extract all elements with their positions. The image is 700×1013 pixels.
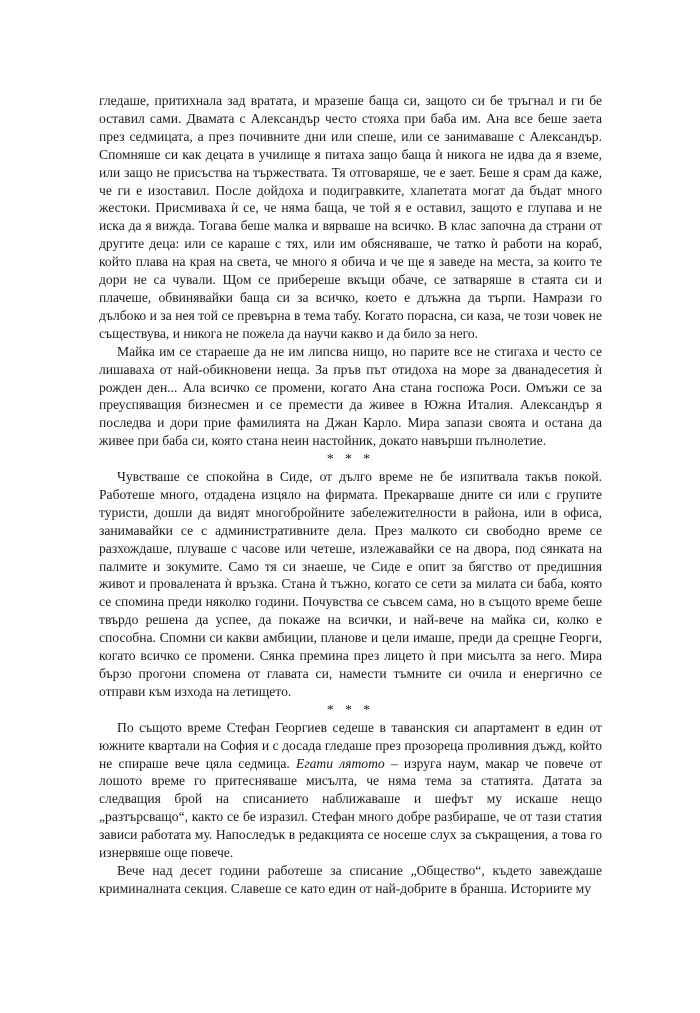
- section-separator: * * *: [326, 701, 375, 717]
- paragraph-text-after: – изруга наум, макар че повече от лошото време го притесняваше мисълта, че няма тема за статията. Датата за следващия брой на списанието наближаваше и шефът му искаше нещо „разтърсващо“, както се бе изразил. Стефан много добре разбираше, че от тази статия зависи работата му. Напоследък в редакцията се носеше слух за съкращения, а това го изнервяше още повече.: [99, 755, 603, 861]
- paragraph: [99, 719, 602, 862]
- document-page: [99, 92, 602, 898]
- paragraph-text-before: По същото време Стефан Георгиев седеше в таванския си апартамент в един от южните квартали на София и с досада гледаше през прозореца проливния дъжд, който не спираше вече цяла седмица.: [99, 719, 602, 771]
- paragraph: гледаше, притихнала зад вратата, и мразеше баща си, защото си бе тръгнал и ги бе оставил сами. Двамата с Александър често стояха при баба им. Ана все беше заета през седмицата, а през почивните дни или спеше, или се занимаваше с Александър. Спомняше си как децата в училище я питаха защо баща ѝ никога не идва да я вземе, или защо не присъства на тържествата. Тя отговаряше, че е зает. Беше я срам да каже, че ги е изоставил. После дойдоха и подигравките, хлапетата могат да бъдат много жестоки. Присмиваха ѝ се, че няма баща, че той я е оставил, защото е глупава и не иска да я вижда. Тогава беше малка и вярваше на всичко. В клас започна да страни от другите деца: или се караше с тях, или им обясняваше, че татко ѝ работи на кораб, който плава на края на света, че много я обича и че ще я заведе на места, за които те дори не са чували. Щом се прибереше вкъщи обаче, се затваряше в стаята си и плачеше, обвинявайки баща си за всичко, което е длъжна да търпи. Намрази го дълбоко и за нея той се превърна в тема табу. Когато порасна, си каза, че този човек не съществува, и никога не пожела да научи какво и да било за него.: [99, 93, 602, 341]
- paragraph: Майка им се стараеше да не им липсва нищо, но парите все не стигаха и често се лишаваха от най-обикновени неща. За пръв път отидоха на море за дванадесетия ѝ рожден ден... Ала всичко се промени, когато Ана стана госпожа Роси. Омъжи се за преуспяващия бизнесмен и се премести да живее в Южна Италия. Александър я последва и дори приe фамилията на Джан Карло. Мира запази своята и остана да живее при баба си, която стана неин настойник, докато навърши пълнолетие.: [99, 343, 602, 449]
- paragraph: Вече над десет години работеше за списание „Общество“, където завеждаше криминалната секция. Славеше се като един от най-добрите в бранша. Историите му: [99, 862, 602, 896]
- emphasized-phrase: Егати лятото: [296, 755, 385, 771]
- paragraph: Чувстваше се спокойна в Сиде, от дълго време не бе изпитвала такъв покой. Работеше много, отдадена изцяло на фирмата. Прекарваше дните си или с групите туристи, дошли да видят многобройните забележителности в района, или в офиса, занимавайки се с административните дела. През малкото си свободно време се разхождаше, плуваше с часове или четеше, излежавайки се на двора, под сянката на палмите и зокумите. Само тя си знаеше, че Сиде е опит за бягство от предишния живот и провалената ѝ връзка. Стана ѝ тъжно, когато се сети за милата си баба, която се спомина преди няколко години. Почувства се съвсем сама, но в същото време беше твърдо решена да успее, да покаже на всички, и най-вече на майка си, колко е способна. Спомни си какви амбиции, планове и цели имаше, преди да срещне Георги, когато всичко се промени. Сянка премина през лицето ѝ при мисълта за него. Мира бързо прогони спомена от главата си, намести тъмните си очила и енергично се отправи към изхода на летището.: [99, 469, 602, 699]
- section-separator: * * *: [326, 451, 375, 467]
